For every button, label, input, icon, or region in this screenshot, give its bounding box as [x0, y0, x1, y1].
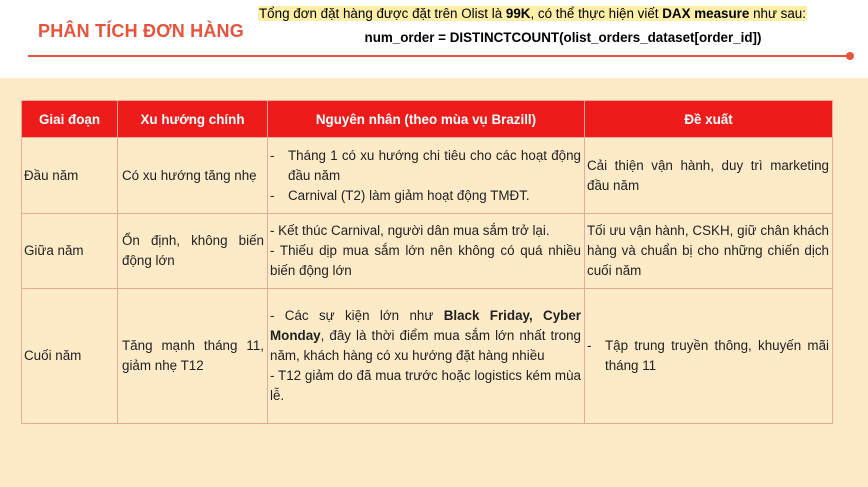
- table-row: [22, 138, 833, 214]
- suggestion-text: Tập trung truyền thông, khuyến mãi tháng 11: [605, 338, 829, 373]
- cause-text: - Kết thúc Carnival, người dân mua sắm trở lại.: [270, 223, 550, 238]
- dax-note-line: [258, 6, 807, 21]
- trend-cell: Ổn định, không biến động lớn: [118, 214, 268, 289]
- trend-cell: Tăng mạnh tháng 11, giảm nhẹ T12: [118, 289, 268, 424]
- header-suggestion: Đề xuất: [585, 101, 833, 138]
- note-suffix: như sau:: [749, 6, 806, 21]
- cause-cell: [268, 138, 585, 214]
- table-header-row: [22, 101, 833, 138]
- divider-end-dot: [846, 52, 854, 60]
- suggestion-bullet: - Tập trung truyền thông, khuyến mãi tháng 11: [587, 336, 829, 376]
- cause-text: [270, 306, 581, 366]
- title-divider: [28, 55, 848, 57]
- header: [0, 0, 868, 78]
- table-row: [22, 289, 833, 424]
- dax-keyword: DAX measure: [662, 6, 750, 21]
- cause-cell: [268, 214, 585, 289]
- trend-cell: Có xu hướng tăng nhẹ: [118, 138, 268, 214]
- content-area: [0, 78, 868, 487]
- table-row: [22, 214, 833, 289]
- cause-bullet: - Tháng 1 có xu hướng chi tiêu cho các hoạt động đầu năm: [270, 146, 581, 186]
- cause-text: - Thiếu dịp mua sắm lớn nên không có quá nhiều biến động lớn: [270, 243, 581, 278]
- stage-cell: Giữa năm: [22, 214, 118, 289]
- stage-cell: Đầu năm: [22, 138, 118, 214]
- cause-cell: [268, 289, 585, 424]
- cause-bullet: - Carnival (T2) làm giảm hoạt động TMĐT.: [270, 186, 581, 206]
- header-trend: Xu hướng chính: [118, 101, 268, 138]
- dax-note: [258, 6, 852, 45]
- suggestion-cell: Tối ưu vận hành, CSKH, giữ chân khách hàng và chuẩn bị cho những chiến dịch cuối năm: [585, 214, 833, 289]
- event-names: Black Friday, Cyber Monday: [270, 308, 581, 343]
- header-cause: Nguyên nhân (theo mùa vụ Brazill): [268, 101, 585, 138]
- stage-cell: Cuối năm: [22, 289, 118, 424]
- suggestion-cell: [585, 289, 833, 424]
- cause-text: - T12 giảm do đã mua trước hoặc logistics kém mùa lễ.: [270, 368, 581, 403]
- cause-text: Tháng 1 có xu hướng chi tiêu cho các hoạt động đầu năm: [288, 147, 581, 183]
- suggestion-cell: Cải thiện vận hành, duy trì marketing đầu năm: [585, 138, 833, 214]
- note-prefix: Tổng đơn đặt hàng được đặt trên Olist là: [259, 6, 506, 21]
- cause-suffix: , đây là thời điểm mua sắm lớn nhất trong năm, khách hàng có xu hướng đặt hàng nhiều: [270, 328, 581, 363]
- header-stage: Giai đoạn: [22, 101, 118, 138]
- seasonal-analysis-table: [21, 100, 833, 424]
- dax-formula: num_order = DISTINCTCOUNT(olist_orders_dataset[order_id]): [364, 30, 762, 45]
- order-total: 99K: [505, 6, 531, 21]
- cause-text: Carnival (T2) làm giảm hoạt động TMĐT.: [288, 187, 530, 203]
- page-title: PHÂN TÍCH ĐƠN HÀNG: [38, 21, 244, 41]
- cause-prefix: - Các sự kiện lớn như: [270, 308, 444, 323]
- note-mid: , có thể thực hiện viết: [530, 6, 663, 21]
